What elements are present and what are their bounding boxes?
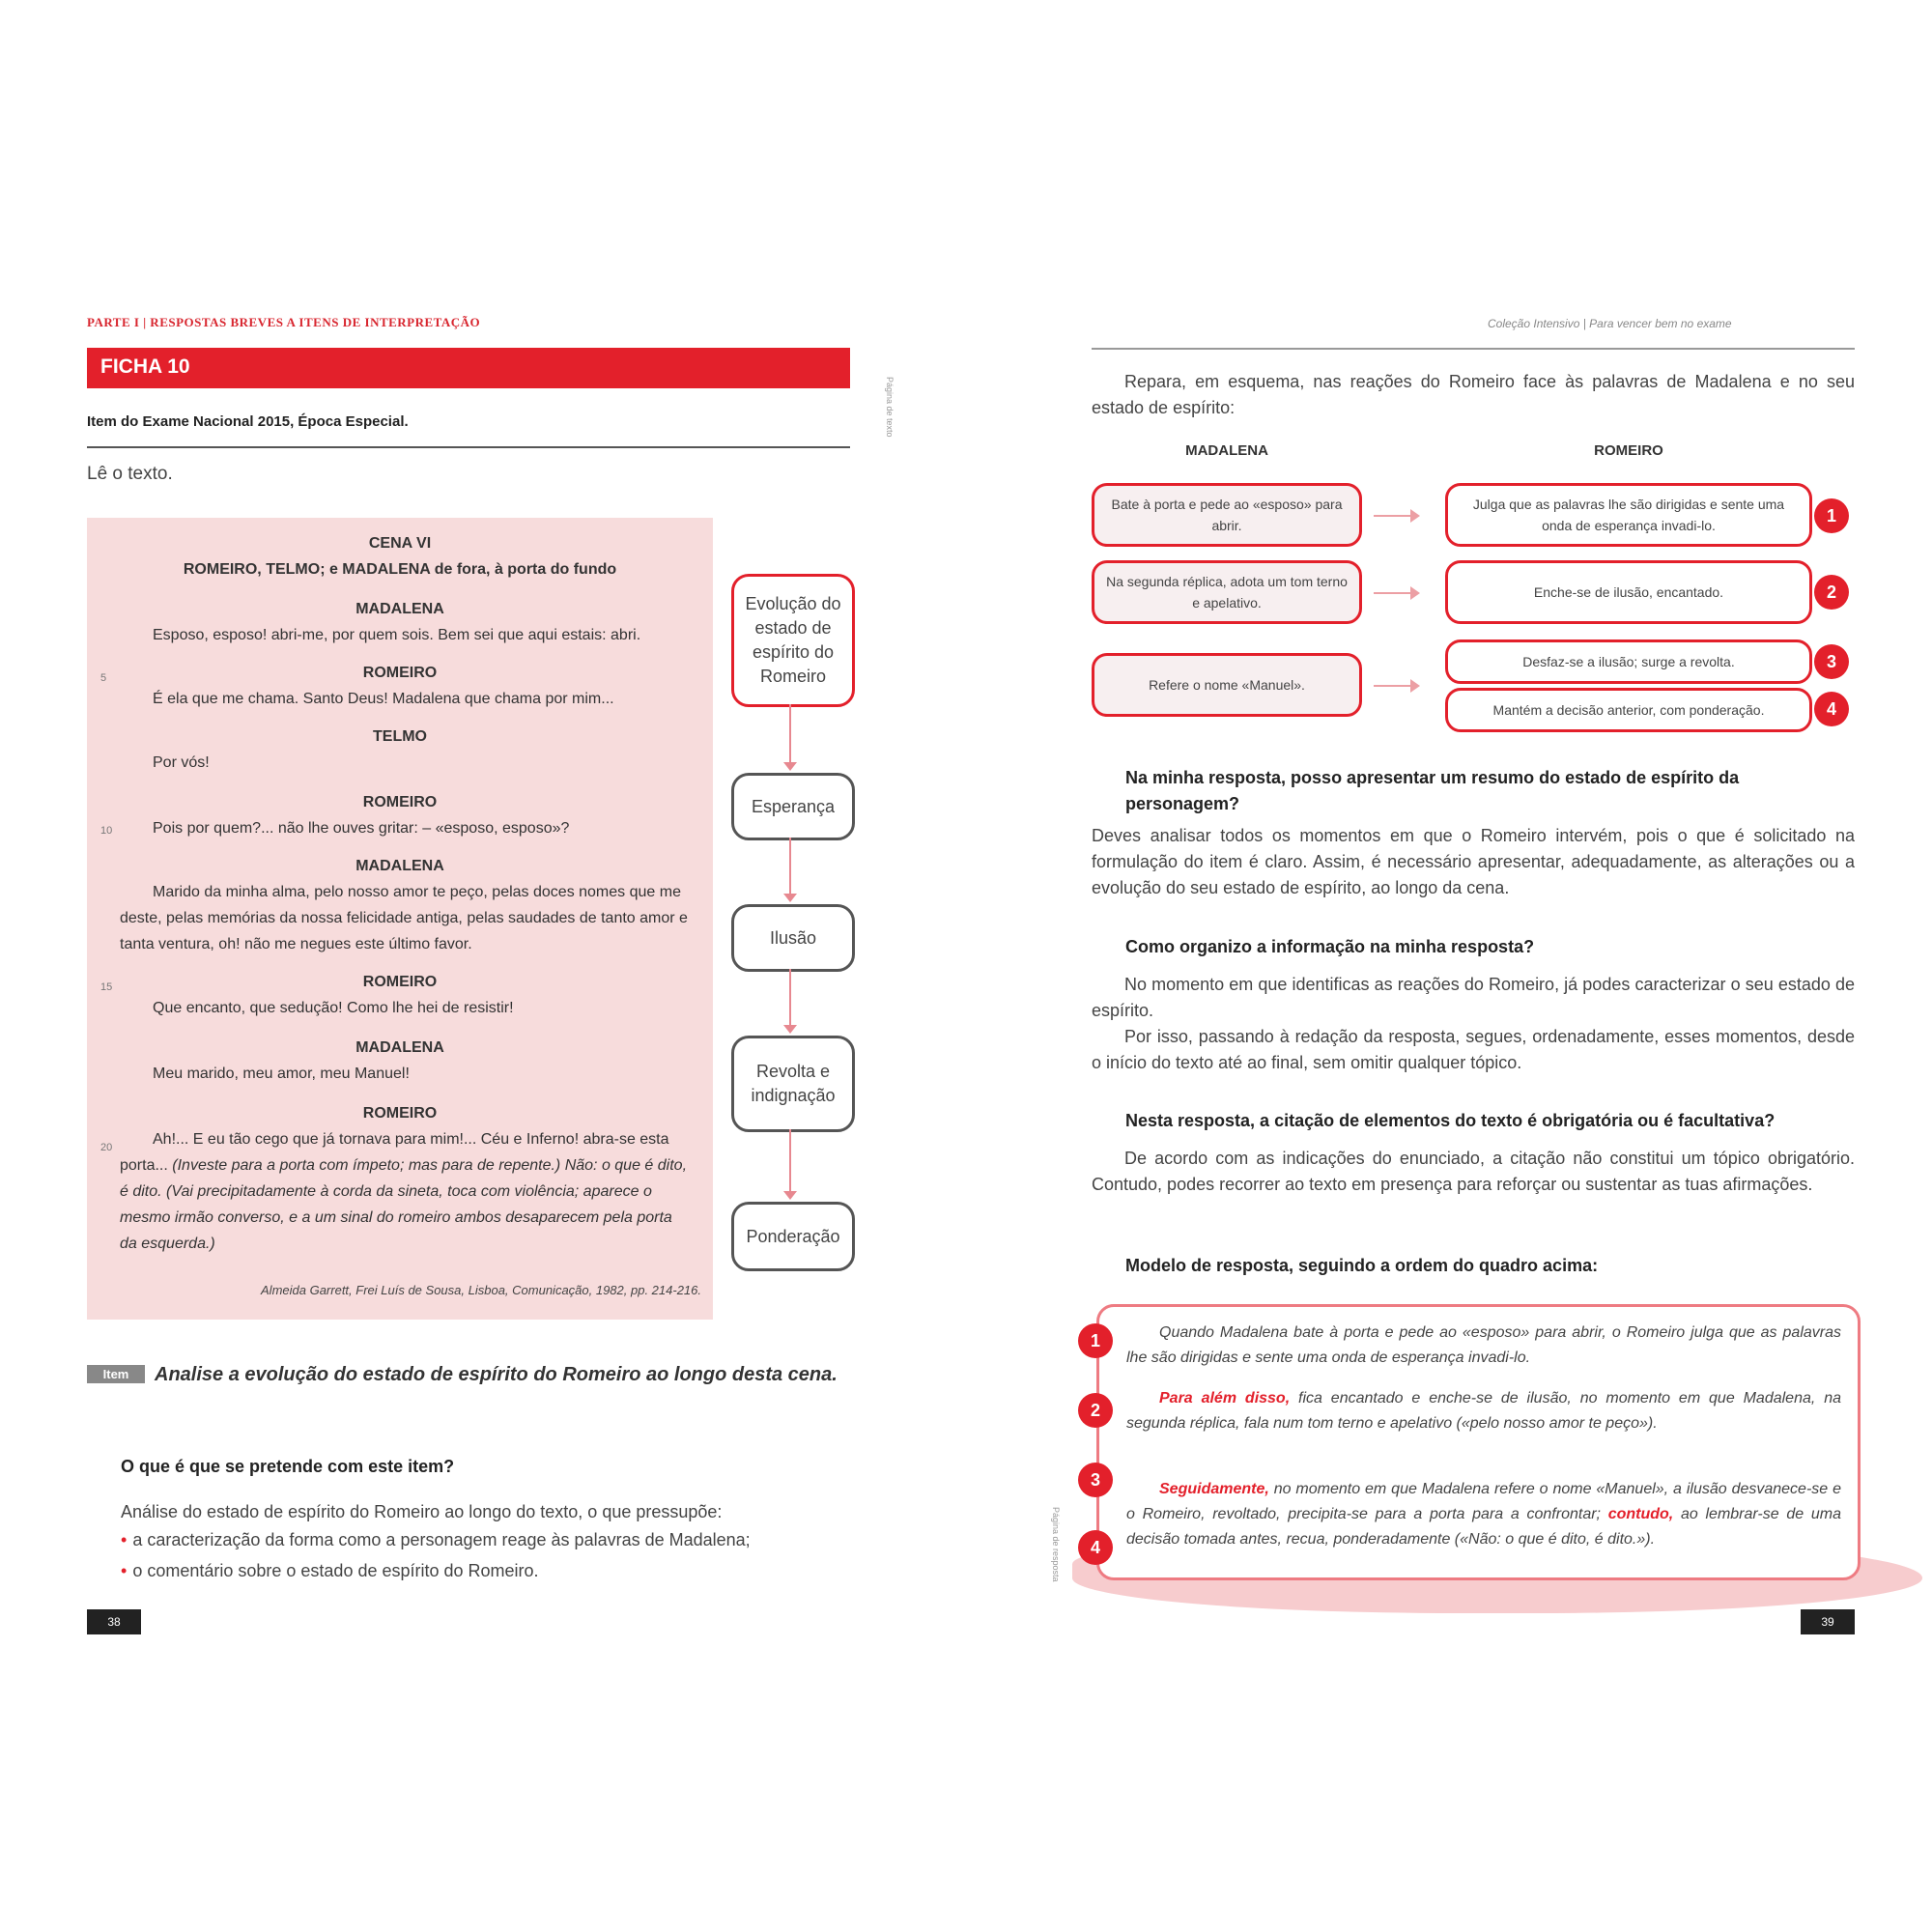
number-badge-3: 3	[1814, 644, 1849, 679]
dialog-line: Marido da minha alma, pelo nosso amor te peço, pelas doces nomes que me deste, pelas memórias da nossa felicidade antiga, pelas saudades de tanto amor e tanta ventura, oh! não me negues este último favor.	[120, 884, 688, 952]
instruction: Lê o texto.	[87, 464, 173, 484]
speaker-romeiro: ROMEIRO	[362, 794, 438, 810]
question-heading: O que é que se pretende com este item?	[121, 1457, 455, 1476]
ficha-title: FICHA 10	[100, 355, 190, 378]
line-number: 15	[100, 981, 113, 993]
page-number-left: 38	[87, 1609, 141, 1634]
flow-connector	[789, 1129, 791, 1193]
dialog-line: Esposo, esposo! abri-me, por quem sois. Bem sei que aqui estais: abri.	[153, 627, 641, 643]
number-badge-4: 4	[1814, 692, 1849, 726]
dialog-line	[120, 1126, 694, 1257]
header-rule	[87, 446, 850, 448]
flow-box-ilusao: Ilusão	[731, 904, 855, 972]
column-head-romeiro: ROMEIRO	[1594, 442, 1663, 459]
dialog-line: Meu marido, meu amor, meu Manuel!	[153, 1065, 410, 1082]
number-badge-3: 3	[1078, 1463, 1113, 1497]
item-question: Analise a evolução do estado de espírito do Romeiro ao longo desta cena.	[155, 1364, 838, 1385]
line-number: 20	[100, 1142, 113, 1153]
page-number-right: 39	[1801, 1609, 1855, 1634]
scheme-intro: Repara, em esquema, nas reações do Romeiro face às palavras de Madalena e no seu estado de espírito:	[1092, 372, 1855, 417]
header-rule	[1092, 348, 1855, 350]
answer-paragraph: Deves analisar todos os momentos em que o Romeiro intervém, pois o que é solicitado na formulação do item é claro. Assim, é necessário apresentar, adequadamente, as alterações ou a evolução do seu estado de espírito, ao longo da cena.	[1092, 826, 1855, 897]
model-paragraph-3	[1126, 1477, 1841, 1552]
flow-box-title: Evolução do estado de espírito do Romeiro	[731, 574, 855, 707]
arrow-line	[1374, 515, 1412, 517]
model-text: ao lembrar-se de uma decisão tomada antes, recua, ponderadamente («Não: o que é dito, é dito.»).	[1126, 1506, 1842, 1548]
arrow-right-icon	[1410, 586, 1420, 600]
flow-arrow-icon	[783, 894, 797, 902]
model-connector: Seguidamente,	[1159, 1481, 1269, 1497]
dialog-speech: Ah!... E eu tão cego que já tornava para mim!... Céu e Inferno! abra-se esta porta...	[120, 1131, 669, 1174]
flow-arrow-icon	[783, 762, 797, 771]
dialog-line: Que encanto, que sedução! Como lhe hei de resistir!	[153, 1000, 514, 1016]
bullet-icon: •	[121, 1561, 128, 1580]
flow-connector	[789, 838, 791, 895]
item-tag: Item	[87, 1365, 145, 1383]
scheme-romeiro-4: Mantém a decisão anterior, com ponderação.	[1445, 688, 1812, 732]
running-head-right: Coleção Intensivo | Para vencer bem no exame	[1488, 317, 1732, 330]
dialog-line: Por vós!	[153, 754, 210, 771]
model-connector: contudo,	[1601, 1506, 1674, 1522]
speaker-romeiro: ROMEIRO	[362, 974, 438, 990]
scheme-romeiro-3: Desfaz-se a ilusão; surge a revolta.	[1445, 639, 1812, 684]
bullet-text: a caracterização da forma como a personagem reage às palavras de Madalena;	[132, 1530, 751, 1549]
stage-direction: ROMEIRO, TELMO; e MADALENA de fora, à porta do fundo	[183, 561, 617, 578]
model-text: fica encantado e enche-se de ilusão, no momento em que Madalena, na segunda réplica, fala num tom terno e apelativo («pelo nosso amor te peço»).	[1126, 1390, 1841, 1432]
flow-box-revolta: Revolta e indignação	[731, 1036, 855, 1132]
question-heading: Como organizo a informação na minha resposta?	[1125, 937, 1535, 956]
arrow-right-icon	[1410, 509, 1420, 523]
flow-connector	[789, 969, 791, 1027]
speaker-telmo: TELMO	[373, 728, 427, 745]
question-heading: Modelo de resposta, seguindo a ordem do quadro acima:	[1125, 1256, 1599, 1275]
flow-arrow-icon	[783, 1191, 797, 1200]
dialog-line: Pois por quem?... não lhe ouves gritar: – «esposo, esposo»?	[153, 820, 570, 837]
scheme-madalena-2: Na segunda réplica, adota um tom terno e apelativo.	[1092, 560, 1362, 624]
scene-text-box	[87, 518, 713, 1320]
number-badge-2: 2	[1078, 1393, 1113, 1428]
scene-title: CENA VI	[368, 535, 432, 552]
flow-arrow-icon	[783, 1025, 797, 1034]
line-number: 10	[100, 825, 113, 837]
line-number: 5	[100, 672, 107, 684]
analysis-intro: Análise do estado de espírito do Romeiro ao longo do texto, o que pressupõe:	[121, 1502, 723, 1521]
scheme-madalena-1: Bate à porta e pede ao «esposo» para abrir.	[1092, 483, 1362, 547]
column-head-madalena: MADALENA	[1185, 442, 1268, 459]
side-label-right: Página de resposta	[1051, 1507, 1061, 1582]
flow-box-esperanca: Esperança	[731, 773, 855, 840]
number-badge-1: 1	[1814, 498, 1849, 533]
question-heading: Na minha resposta, posso apresentar um resumo do estado de espírito da personagem?	[1125, 768, 1740, 813]
speaker-madalena: MADALENA	[355, 858, 444, 874]
bullet-icon: •	[121, 1530, 128, 1549]
answer-paragraph: De acordo com as indicações do enunciado, a citação não constitui um tópico obrigatório. Contudo, podes recorrer ao texto em presença para reforçar ou sustentar as tuas afirmações.	[1092, 1149, 1855, 1194]
bullet-item	[121, 1561, 539, 1581]
speaker-romeiro: ROMEIRO	[362, 665, 438, 681]
bullet-text: o comentário sobre o estado de espírito do Romeiro.	[132, 1561, 539, 1580]
speaker-madalena: MADALENA	[355, 601, 444, 617]
arrow-line	[1374, 685, 1412, 687]
speaker-romeiro: ROMEIRO	[362, 1105, 438, 1122]
citation: Almeida Garrett, Frei Luís de Sousa, Lisboa, Comunicação, 1982, pp. 214-216.	[261, 1283, 701, 1297]
side-label-left: Página de texto	[885, 377, 895, 438]
number-badge-4: 4	[1078, 1530, 1113, 1565]
question-heading: Nesta resposta, a citação de elementos do texto é obrigatória ou é facultativa?	[1125, 1111, 1776, 1130]
stage-note: (Investe para a porta com ímpeto; mas para de repente.) Não: o que é dito, é dito. (Vai precipitadamente à corda da sineta, toca com violência; aparece o mesmo irmão converso, e a um sinal do romeiro ambos desaparecem pela porta da esquerda.)	[120, 1157, 688, 1252]
answer-paragraph: No momento em que identificas as reações do Romeiro, já podes caracterizar o seu estado de espírito.	[1092, 975, 1855, 1020]
model-paragraph-1: Quando Madalena bate à porta e pede ao «esposo» para abrir, o Romeiro julga que as palavras lhe são dirigidas e sente uma onda de esperança invadi-lo.	[1126, 1324, 1841, 1366]
model-text: no momento em que Madalena refere o nome «Manuel», a ilusão desvanece-se e o Romeiro, revoltado, precipita-se para a porta para a confrontar;	[1126, 1481, 1841, 1522]
ficha-title-bar	[87, 348, 850, 388]
flow-connector	[789, 704, 791, 764]
number-badge-1: 1	[1078, 1323, 1113, 1358]
answer-paragraph: Por isso, passando à redação da resposta, segues, ordenadamente, esses momentos, desde o início do texto até ao final, sem omitir qualquer tópico.	[1092, 1027, 1855, 1072]
bullet-item	[121, 1530, 751, 1550]
speaker-madalena: MADALENA	[355, 1039, 444, 1056]
exam-reference: Item do Exame Nacional 2015, Época Especial.	[87, 413, 409, 430]
number-badge-2: 2	[1814, 575, 1849, 610]
scheme-romeiro-2: Enche-se de ilusão, encantado.	[1445, 560, 1812, 624]
arrow-right-icon	[1410, 679, 1420, 693]
model-answer-box	[1096, 1304, 1861, 1580]
scheme-romeiro-1: Julga que as palavras lhe são dirigidas e sente uma onda de esperança invadi-lo.	[1445, 483, 1812, 547]
model-connector: Para além disso,	[1159, 1390, 1291, 1406]
scheme-madalena-3: Refere o nome «Manuel».	[1092, 653, 1362, 717]
dialog-line: É ela que me chama. Santo Deus! Madalena que chama por mim...	[153, 691, 614, 707]
model-paragraph-2	[1126, 1386, 1841, 1436]
arrow-line	[1374, 592, 1412, 594]
running-head-left: PARTE I | RESPOSTAS BREVES A ITENS DE INTERPRETAÇÃO	[87, 315, 481, 329]
flow-box-ponderacao: Ponderação	[731, 1202, 855, 1271]
